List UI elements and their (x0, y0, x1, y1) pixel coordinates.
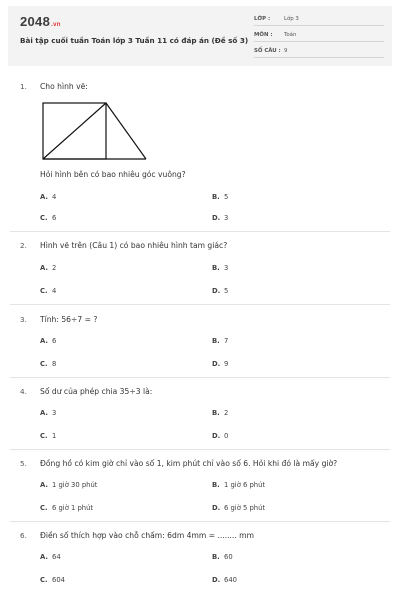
option-a[interactable] (40, 193, 56, 201)
option-key: D. (212, 287, 221, 295)
option-value: 1 giờ 30 phút (52, 481, 98, 489)
option-c[interactable] (40, 432, 56, 440)
option-value: 6 (52, 337, 57, 345)
meta-subject-value: Toán (284, 32, 297, 38)
meta-class-row (254, 14, 384, 26)
option-value: 3 (224, 214, 229, 222)
option-c[interactable] (40, 214, 56, 222)
option-b[interactable] (212, 337, 228, 345)
question-divider (10, 377, 390, 378)
option-key: A. (40, 481, 48, 489)
option-d[interactable] (212, 504, 265, 512)
option-value: 64 (52, 553, 61, 561)
question-text: Cho hình vẽ: (40, 82, 88, 91)
option-a[interactable] (40, 264, 56, 272)
option-c[interactable] (40, 576, 65, 584)
question-divider (10, 449, 390, 450)
option-b[interactable] (212, 193, 228, 201)
option-value: 2 (224, 409, 229, 417)
option-key: A. (40, 409, 48, 417)
option-key: D. (212, 360, 221, 368)
option-c[interactable] (40, 360, 56, 368)
option-key: D. (212, 576, 221, 584)
option-key: D. (212, 214, 221, 222)
option-d[interactable] (212, 287, 228, 295)
option-a[interactable] (40, 337, 56, 345)
option-value: 5 (224, 287, 229, 295)
worksheet-header (8, 6, 392, 66)
option-b[interactable] (212, 553, 233, 561)
question-divider (10, 304, 390, 305)
worksheet-title: Bài tập cuối tuần Toán lớp 3 Tuần 11 có đáp án (Đề số 3) (20, 36, 249, 45)
logo-suffix: .vn (51, 22, 61, 28)
option-value: 604 (52, 576, 65, 584)
option-key: A. (40, 264, 48, 272)
option-a[interactable] (40, 553, 61, 561)
option-value: 4 (52, 287, 57, 295)
logo-text: 2048 (20, 14, 51, 29)
option-value: 4 (52, 193, 57, 201)
option-b[interactable] (212, 409, 228, 417)
option-value: 6 giờ 1 phút (52, 504, 94, 512)
question-number: 1. (20, 82, 27, 91)
option-d[interactable] (212, 432, 228, 440)
option-value: 1 (52, 432, 57, 440)
option-key: B. (212, 337, 220, 345)
option-key: C. (40, 432, 48, 440)
option-value: 2 (52, 264, 57, 272)
option-a[interactable] (40, 481, 97, 489)
question-divider (10, 231, 390, 232)
option-c[interactable] (40, 287, 56, 295)
meta-subject-label: MÔN : (254, 32, 273, 38)
question-divider (10, 521, 390, 522)
option-key: A. (40, 337, 48, 345)
meta-subject-row (254, 30, 384, 42)
option-d[interactable] (212, 214, 228, 222)
question-subtext: Hỏi hình bên có bao nhiêu góc vuông? (40, 170, 186, 179)
option-key: A. (40, 553, 48, 561)
question-text: Số dư của phép chia 35÷3 là: (40, 387, 153, 396)
option-key: C. (40, 214, 48, 222)
option-d[interactable] (212, 360, 228, 368)
meta-class-label: LỚP : (254, 16, 271, 22)
question-text: Điền số thích hợp vào chỗ chấm: 6dm 4mm = ........ mm (40, 531, 254, 540)
option-key: C. (40, 504, 48, 512)
option-value: 8 (52, 360, 57, 368)
question-text: Tính: 56÷7 = ? (40, 315, 98, 324)
meta-count-row (254, 46, 384, 58)
option-key: B. (212, 264, 220, 272)
geometry-figure (42, 102, 148, 160)
question-number: 6. (20, 531, 27, 540)
option-value: 9 (224, 360, 229, 368)
question-number: 5. (20, 459, 27, 468)
option-value: 6 (52, 214, 57, 222)
question-number: 3. (20, 315, 27, 324)
option-key: D. (212, 432, 221, 440)
option-value: 6 giờ 5 phút (224, 504, 266, 512)
option-key: A. (40, 193, 48, 201)
option-d[interactable] (212, 576, 237, 584)
meta-count-label: SỐ CÂU : (254, 48, 281, 54)
meta-count-value: 9 (284, 48, 288, 54)
option-key: B. (212, 553, 220, 561)
option-key: C. (40, 360, 48, 368)
figure-diagonal (43, 103, 106, 159)
question-text: Hình vẽ trên (Câu 1) có bao nhiêu hình tam giác? (40, 241, 228, 250)
option-key: C. (40, 287, 48, 295)
meta-class-value: Lớp 3 (284, 16, 299, 22)
option-value: 3 (224, 264, 229, 272)
option-value: 1 giờ 6 phút (224, 481, 266, 489)
figure-slant-edge (106, 103, 146, 159)
site-logo[interactable] (20, 14, 61, 29)
option-value: 0 (224, 432, 229, 440)
option-value: 5 (224, 193, 229, 201)
option-value: 7 (224, 337, 229, 345)
option-value: 640 (224, 576, 237, 584)
option-key: C. (40, 576, 48, 584)
question-number: 4. (20, 387, 27, 396)
option-a[interactable] (40, 409, 56, 417)
option-key: D. (212, 504, 221, 512)
option-value: 3 (52, 409, 57, 417)
question-text: Đồng hồ có kim giờ chỉ vào số 1, kim phút chỉ vào số 6. Hỏi khi đó là mấy giờ? (40, 459, 338, 468)
option-b[interactable] (212, 481, 265, 489)
option-c[interactable] (40, 504, 93, 512)
option-key: B. (212, 481, 220, 489)
option-value: 60 (224, 553, 233, 561)
option-key: B. (212, 193, 220, 201)
option-key: B. (212, 409, 220, 417)
question-number: 2. (20, 241, 27, 250)
option-b[interactable] (212, 264, 228, 272)
